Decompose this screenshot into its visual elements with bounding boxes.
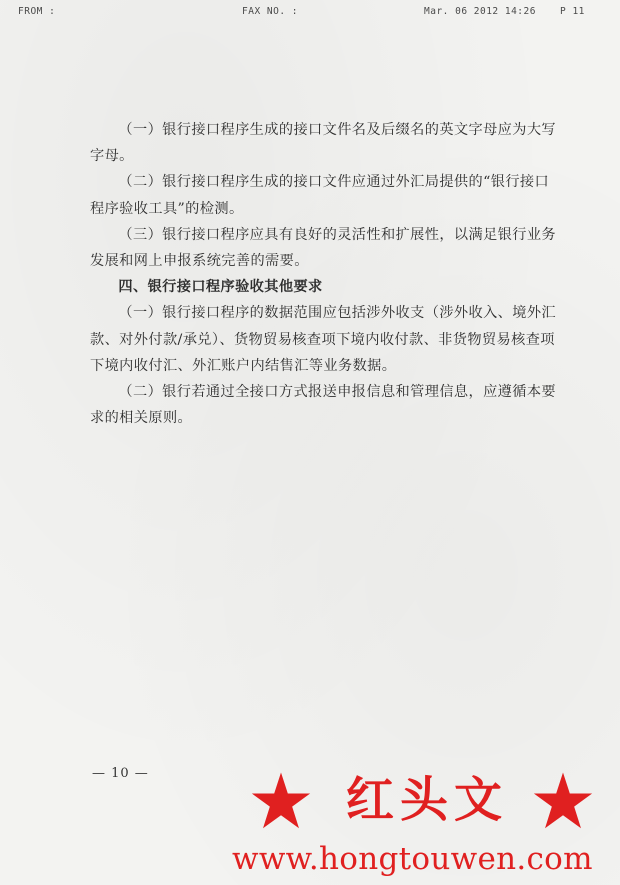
watermark-title: 红头文 xyxy=(345,772,508,828)
star-icon xyxy=(250,770,312,832)
document-body xyxy=(90,117,560,431)
fax-date: Mar. 06 2012 14:26 xyxy=(424,6,536,17)
page-number: — 10 — xyxy=(92,766,149,781)
paragraph: （一）银行接口程序生成的接口文件名及后缀名的英文字母应为大写字母。 xyxy=(90,122,557,165)
fax-page-number: P 11 xyxy=(560,6,585,17)
paragraph: （一）银行接口程序的数据范围应包括涉外收支（涉外收入、境外汇款、对外付款/承兑）、货物贸易核查项下境内收付款、非货物贸易核查项下境内收付汇、外汇账户内结售汇等业务数据。 xyxy=(90,305,557,374)
section-heading: 四、银行接口程序验收其他要求 xyxy=(118,279,323,296)
paragraph: （二）银行若通过全接口方式报送申报信息和管理信息，应遵循本要求的相关原则。 xyxy=(90,384,557,427)
fax-number-label: FAX NO. : xyxy=(242,6,298,17)
fax-header xyxy=(14,6,606,20)
fax-from-label: FROM : xyxy=(18,6,56,17)
paragraph: （三）银行接口程序应具有良好的灵活性和扩展性，以满足银行业务发展和网上申报系统完善的需要。 xyxy=(90,226,557,270)
watermark-banner xyxy=(250,770,590,830)
watermark-url: www.hongtouwen.com xyxy=(232,841,593,877)
paragraph: （二）银行接口程序生成的接口文件应通过外汇局提供的“银行接口程序验收工具”的检测。 xyxy=(90,174,550,217)
star-icon xyxy=(532,770,594,832)
